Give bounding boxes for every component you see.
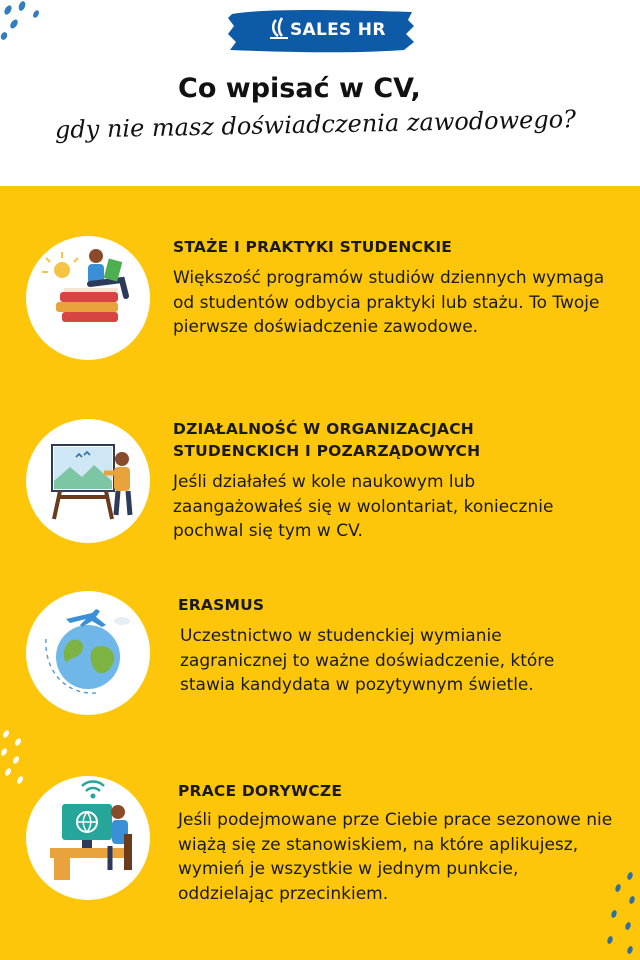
dots-decoration-icon [0,0,60,50]
section-body: Jeśli podejmowane prze Ciebie prace sezonowe nie wiążą się ze stanowiskiem, na które aplikujesz, wymień je wszystkie w jednym punkcie, oddzielając przecinkiem. [178,810,613,904]
section-body: Uczestnictwo w studenckiej wymianie zagranicznej to ważne doświadczenie, które stawia kandydata w pozytywnym świetle. [180,626,555,695]
header-area [0,0,640,186]
dots-decoration-icon [0,728,40,798]
content-area [0,186,640,960]
globe-airplane-icon [26,591,150,715]
section-heading-line-1: DZIAŁALNOŚĆ W ORGANIZACJACH [173,420,474,438]
section-heading: ERASMUS [178,596,265,614]
section-body: Większość programów studiów dziennych wymaga od studentów odbycia praktyki lub stażu. To Twoje pierwsze doświadczenie zawodowe. [173,268,605,337]
section-heading: STAŻE I PRAKTYKI STUDENCKIE [173,238,453,256]
logo-text: SALES HR [290,20,386,40]
section-heading-line-2: STUDENCKICH I POZARZĄDOWYCH [173,442,481,460]
dots-decoration-icon [600,870,640,960]
person-at-computer-icon [26,776,150,900]
page-title: Co wpisać w CV, [178,73,421,104]
student-reading-books-icon [26,236,150,360]
page-subtitle: gdy nie masz doświadczenia zawodowego? [54,105,577,144]
person-painting-canvas-icon [26,419,150,543]
section-heading: PRACE DORYWCZE [178,782,343,800]
section-body: Jeśli działałeś w kole naukowym lub zaangażowałeś się w wolontariat, koniecznie pochwal się tym w CV. [173,472,554,541]
